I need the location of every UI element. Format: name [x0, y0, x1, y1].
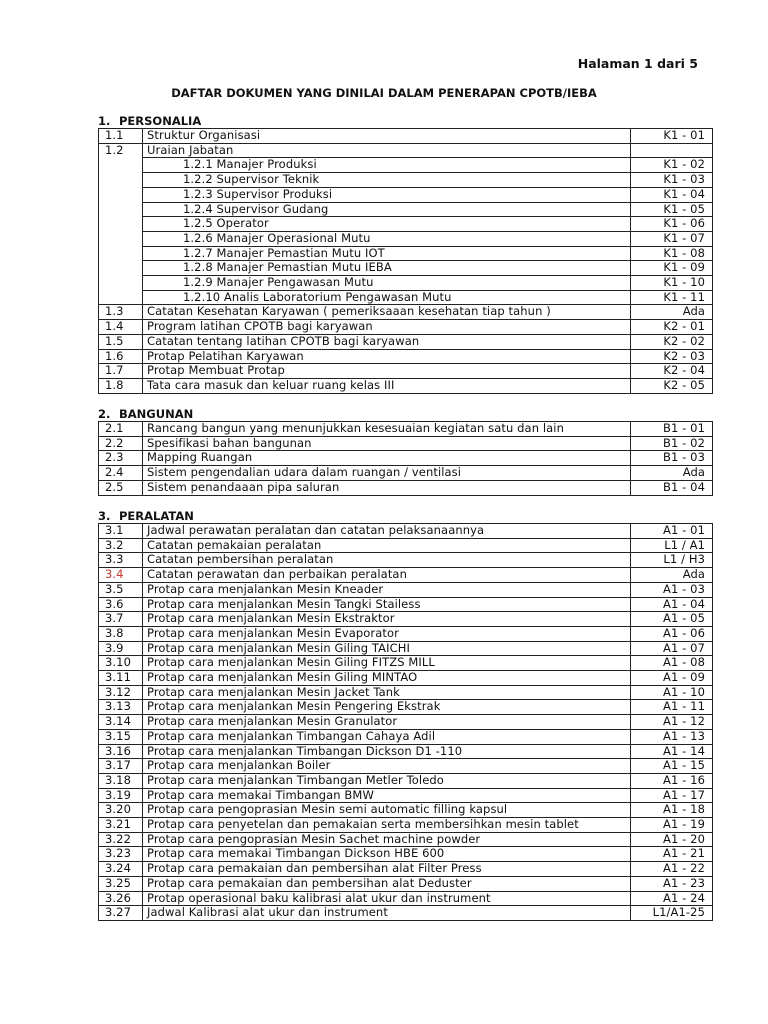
row-code: A1 - 01 — [631, 524, 713, 539]
table-row — [99, 217, 713, 232]
row-code: K1 - 08 — [631, 246, 713, 261]
section-title: PERSONALIA — [119, 114, 202, 128]
row-number — [99, 217, 143, 232]
row-number: 2.3 — [99, 451, 143, 466]
row-code: A1 - 07 — [631, 641, 713, 656]
row-number — [99, 158, 143, 173]
table-row — [99, 685, 713, 700]
row-code: A1 - 04 — [631, 597, 713, 612]
row-code: A1 - 05 — [631, 612, 713, 627]
row-number: 3.25 — [99, 876, 143, 891]
row-code: K1 - 11 — [631, 290, 713, 305]
row-code: Ada — [631, 568, 713, 583]
row-description: Protap cara menjalankan Boiler — [143, 759, 631, 774]
row-number: 3.6 — [99, 597, 143, 612]
row-code: K2 - 02 — [631, 334, 713, 349]
row-code: A1 - 06 — [631, 626, 713, 641]
row-code: A1 - 22 — [631, 862, 713, 877]
row-number: 1.7 — [99, 364, 143, 379]
row-description: 1.2.2 Supervisor Teknik — [143, 173, 631, 188]
row-description: Protap cara menjalankan Mesin Giling FITZS MILL — [143, 656, 631, 671]
row-description: Protap Pelatihan Karyawan — [143, 349, 631, 364]
row-code: A1 - 09 — [631, 671, 713, 686]
table-row — [99, 832, 713, 847]
row-description: Catatan perawatan dan perbaikan peralatan — [143, 568, 631, 583]
row-number: 3.2 — [99, 538, 143, 553]
row-number: 3.18 — [99, 773, 143, 788]
row-description: 1.2.9 Manajer Pengawasan Mutu — [143, 276, 631, 291]
row-code: L1/A1-25 — [631, 906, 713, 921]
section-bangunan — [98, 407, 714, 496]
row-code: B1 - 03 — [631, 451, 713, 466]
row-number: 1.2 — [99, 143, 143, 158]
document-table — [98, 421, 713, 496]
row-number: 3.22 — [99, 832, 143, 847]
document-title: DAFTAR DOKUMEN YANG DINILAI DALAM PENERAPAN CPOTB/IEBA — [171, 86, 597, 100]
table-row — [99, 290, 713, 305]
row-code: K2 - 01 — [631, 320, 713, 335]
row-description: Rancang bangun yang menunjukkan kesesuaian kegiatan satu dan lain — [143, 422, 631, 437]
table-row — [99, 451, 713, 466]
row-number: 1.8 — [99, 378, 143, 393]
document-table — [98, 523, 713, 921]
section-heading — [98, 509, 714, 523]
row-description: Protap cara pengoprasian Mesin Sachet machine powder — [143, 832, 631, 847]
row-code: K1 - 02 — [631, 158, 713, 173]
table-row — [99, 597, 713, 612]
table-row — [99, 582, 713, 597]
table-row — [99, 671, 713, 686]
table-row — [99, 906, 713, 921]
row-description: Catatan tentang latihan CPOTB bagi karyawan — [143, 334, 631, 349]
table-row — [99, 466, 713, 481]
table-row — [99, 202, 713, 217]
table-row — [99, 349, 713, 364]
row-code: K2 - 03 — [631, 349, 713, 364]
section-peralatan — [98, 509, 714, 921]
row-code: K1 - 05 — [631, 202, 713, 217]
table-row — [99, 305, 713, 320]
row-number: 3.3 — [99, 553, 143, 568]
table-row — [99, 744, 713, 759]
row-code: K1 - 06 — [631, 217, 713, 232]
table-row — [99, 729, 713, 744]
row-number: 3.4 — [99, 568, 143, 583]
row-number: 3.24 — [99, 862, 143, 877]
row-description: Tata cara masuk dan keluar ruang kelas III — [143, 378, 631, 393]
table-row — [99, 261, 713, 276]
row-code: A1 - 13 — [631, 729, 713, 744]
row-description: Protap cara menjalankan Mesin Giling TAICHI — [143, 641, 631, 656]
row-code: A1 - 23 — [631, 876, 713, 891]
row-number: 3.14 — [99, 715, 143, 730]
table-row — [99, 129, 713, 144]
table-row — [99, 524, 713, 539]
row-description: 1.2.6 Manajer Operasional Mutu — [143, 231, 631, 246]
row-code: L1 / H3 — [631, 553, 713, 568]
table-row — [99, 187, 713, 202]
row-code — [631, 143, 713, 158]
row-description: 1.2.4 Supervisor Gudang — [143, 202, 631, 217]
table-row — [99, 715, 713, 730]
row-description: 1.2.3 Supervisor Produksi — [143, 187, 631, 202]
section-number: 3. — [98, 509, 111, 523]
row-description: 1.2.5 Operator — [143, 217, 631, 232]
row-description: Protap cara menjalankan Mesin Pengering Ekstrak — [143, 700, 631, 715]
table-row — [99, 876, 713, 891]
row-description: Program latihan CPOTB bagi karyawan — [143, 320, 631, 335]
row-description: Protap cara menjalankan Mesin Granulator — [143, 715, 631, 730]
table-row — [99, 364, 713, 379]
table-row — [99, 803, 713, 818]
row-description: Protap cara pemakaian dan pembersihan alat Filter Press — [143, 862, 631, 877]
table-row — [99, 773, 713, 788]
row-code: A1 - 20 — [631, 832, 713, 847]
row-number: 3.27 — [99, 906, 143, 921]
table-row — [99, 480, 713, 495]
row-description: Spesifikasi bahan bangunan — [143, 436, 631, 451]
table-row — [99, 378, 713, 393]
row-description: Protap operasional baku kalibrasi alat ukur dan instrument — [143, 891, 631, 906]
section-heading — [98, 114, 714, 128]
row-number: 3.12 — [99, 685, 143, 700]
row-description: Protap cara menjalankan Mesin Giling MINTAO — [143, 671, 631, 686]
row-number — [99, 290, 143, 305]
row-description: Protap cara memakai Timbangan Dickson HBE 600 — [143, 847, 631, 862]
row-code: A1 - 12 — [631, 715, 713, 730]
table-row — [99, 320, 713, 335]
row-number — [99, 231, 143, 246]
row-description: 1.2.8 Manajer Pemastian Mutu IEBA — [143, 261, 631, 276]
row-number: 2.5 — [99, 480, 143, 495]
table-row — [99, 862, 713, 877]
table-row — [99, 422, 713, 437]
row-number: 3.8 — [99, 626, 143, 641]
section-title: PERALATAN — [119, 509, 194, 523]
row-number: 1.1 — [99, 129, 143, 144]
row-code: A1 - 17 — [631, 788, 713, 803]
row-number: 3.9 — [99, 641, 143, 656]
row-code: K1 - 07 — [631, 231, 713, 246]
table-row — [99, 158, 713, 173]
table-row — [99, 656, 713, 671]
row-code: K1 - 04 — [631, 187, 713, 202]
row-code: A1 - 11 — [631, 700, 713, 715]
row-code: K2 - 05 — [631, 378, 713, 393]
row-description: Protap cara menjalankan Mesin Tangki Stailess — [143, 597, 631, 612]
row-description: Protap cara menjalankan Mesin Evaporator — [143, 626, 631, 641]
row-description: Catatan Kesehatan Karyawan ( pemeriksaaan kesehatan tiap tahun ) — [143, 305, 631, 320]
row-code: A1 - 08 — [631, 656, 713, 671]
row-number: 2.1 — [99, 422, 143, 437]
table-row — [99, 538, 713, 553]
page-number: Halaman 1 dari 5 — [577, 56, 698, 71]
row-description: Protap cara menjalankan Timbangan Cahaya Adil — [143, 729, 631, 744]
row-description: Protap cara menjalankan Timbangan Metler Toledo — [143, 773, 631, 788]
row-number: 1.6 — [99, 349, 143, 364]
table-row — [99, 700, 713, 715]
table-row — [99, 553, 713, 568]
table-row — [99, 334, 713, 349]
row-number: 3.1 — [99, 524, 143, 539]
table-row — [99, 173, 713, 188]
row-code: K1 - 03 — [631, 173, 713, 188]
row-description: Protap cara menjalankan Mesin Jacket Tank — [143, 685, 631, 700]
row-number: 3.10 — [99, 656, 143, 671]
row-code: K2 - 04 — [631, 364, 713, 379]
row-code: K1 - 01 — [631, 129, 713, 144]
row-number: 3.21 — [99, 818, 143, 833]
row-code: L1 / A1 — [631, 538, 713, 553]
row-number: 3.17 — [99, 759, 143, 774]
row-description: Catatan pembersihan peralatan — [143, 553, 631, 568]
row-number: 3.23 — [99, 847, 143, 862]
row-number: 1.5 — [99, 334, 143, 349]
table-row — [99, 891, 713, 906]
table-row — [99, 626, 713, 641]
row-description: Protap cara menjalankan Mesin Ekstraktor — [143, 612, 631, 627]
row-number — [99, 173, 143, 188]
table-row — [99, 818, 713, 833]
row-description: Uraian Jabatan — [143, 143, 631, 158]
row-description: Jadwal Kalibrasi alat ukur dan instrument — [143, 906, 631, 921]
row-number: 3.7 — [99, 612, 143, 627]
row-description: 1.2.1 Manajer Produksi — [143, 158, 631, 173]
row-code: B1 - 02 — [631, 436, 713, 451]
row-description: Protap cara pemakaian dan pembersihan alat Deduster — [143, 876, 631, 891]
row-code: K1 - 09 — [631, 261, 713, 276]
section-personalia — [98, 114, 714, 394]
row-description: Mapping Ruangan — [143, 451, 631, 466]
row-code: A1 - 10 — [631, 685, 713, 700]
row-number: 3.20 — [99, 803, 143, 818]
row-number: 2.4 — [99, 466, 143, 481]
row-code: B1 - 01 — [631, 422, 713, 437]
table-row — [99, 436, 713, 451]
row-code: A1 - 16 — [631, 773, 713, 788]
table-row — [99, 612, 713, 627]
row-number — [99, 202, 143, 217]
row-code: A1 - 19 — [631, 818, 713, 833]
row-number: 3.26 — [99, 891, 143, 906]
table-row — [99, 788, 713, 803]
row-description: Protap cara pengoprasian Mesin semi automatic filling kapsul — [143, 803, 631, 818]
row-code: Ada — [631, 466, 713, 481]
document-table — [98, 128, 713, 394]
row-description: Protap cara menjalankan Mesin Kneader — [143, 582, 631, 597]
row-number: 3.15 — [99, 729, 143, 744]
row-description: Protap cara penyetelan dan pemakaian serta membersihkan mesin tablet — [143, 818, 631, 833]
row-number: 3.16 — [99, 744, 143, 759]
row-code: Ada — [631, 305, 713, 320]
row-number — [99, 246, 143, 261]
row-code: B1 - 04 — [631, 480, 713, 495]
section-number: 1. — [98, 114, 111, 128]
section-heading — [98, 407, 714, 421]
row-description: Jadwal perawatan peralatan dan catatan pelaksanaannya — [143, 524, 631, 539]
row-number: 3.5 — [99, 582, 143, 597]
row-number — [99, 261, 143, 276]
row-number: 3.13 — [99, 700, 143, 715]
section-title: BANGUNAN — [119, 407, 194, 421]
row-description: Sistem penandaaan pipa saluran — [143, 480, 631, 495]
table-row — [99, 231, 713, 246]
table-row — [99, 568, 713, 583]
row-code: A1 - 03 — [631, 582, 713, 597]
row-description: Struktur Organisasi — [143, 129, 631, 144]
row-code: A1 - 21 — [631, 847, 713, 862]
section-number: 2. — [98, 407, 111, 421]
row-number: 3.11 — [99, 671, 143, 686]
row-number: 1.3 — [99, 305, 143, 320]
row-description: Protap cara memakai Timbangan BMW — [143, 788, 631, 803]
table-row — [99, 276, 713, 291]
table-row — [99, 759, 713, 774]
row-code: A1 - 18 — [631, 803, 713, 818]
row-code: K1 - 10 — [631, 276, 713, 291]
row-code: A1 - 14 — [631, 744, 713, 759]
row-description: Sistem pengendalian udara dalam ruangan / ventilasi — [143, 466, 631, 481]
row-description: Catatan pemakaian peralatan — [143, 538, 631, 553]
table-row — [99, 847, 713, 862]
table-row — [99, 246, 713, 261]
row-description: 1.2.10 Analis Laboratorium Pengawasan Mutu — [143, 290, 631, 305]
table-row — [99, 143, 713, 158]
row-code: A1 - 24 — [631, 891, 713, 906]
row-description: Protap Membuat Protap — [143, 364, 631, 379]
row-number: 3.19 — [99, 788, 143, 803]
row-number — [99, 187, 143, 202]
table-row — [99, 641, 713, 656]
row-number: 2.2 — [99, 436, 143, 451]
row-description: 1.2.7 Manajer Pemastian Mutu IOT — [143, 246, 631, 261]
row-number: 1.4 — [99, 320, 143, 335]
row-code: A1 - 15 — [631, 759, 713, 774]
row-description: Protap cara menjalankan Timbangan Dickson D1 -110 — [143, 744, 631, 759]
row-number — [99, 276, 143, 291]
